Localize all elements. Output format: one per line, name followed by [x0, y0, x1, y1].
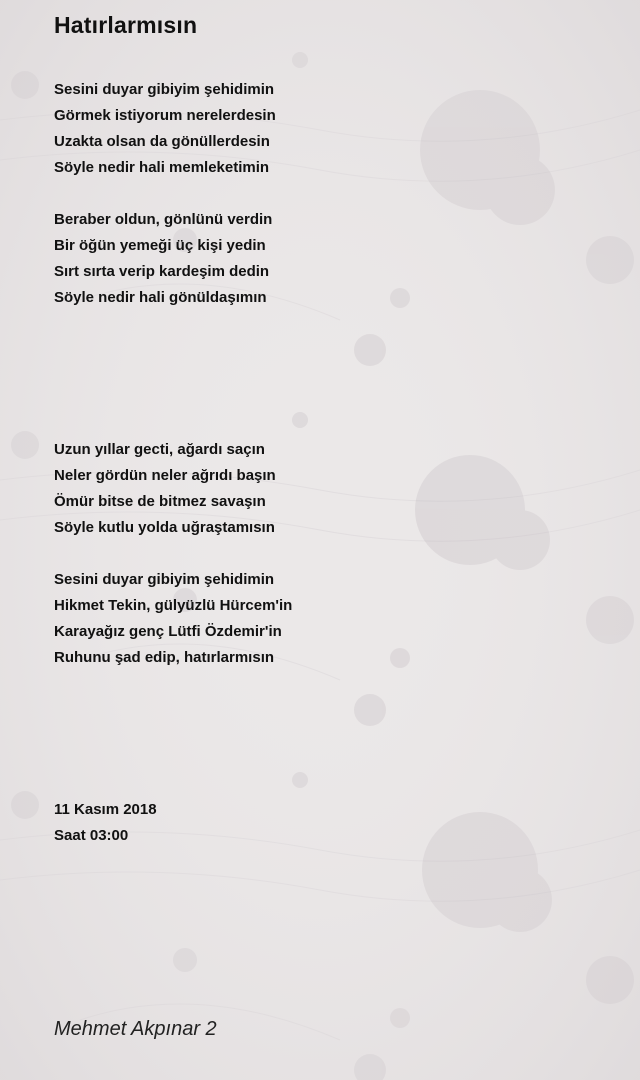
poem-line: Söyle nedir hali memleketimin [54, 159, 270, 176]
stanza-4 [54, 567, 292, 671]
poem-title: Hatırlarmısın [54, 12, 198, 38]
stanza-3 [54, 437, 276, 541]
time-line: Saat 03:00 [54, 827, 129, 844]
poem-line: Karayağız genç Lütfi Özdemir'in [54, 623, 282, 640]
poem-line: Bir öğün yemeği üç kişi yedin [54, 237, 266, 254]
poem-line: Ömür bitse de bitmez savaşın [54, 493, 266, 510]
poem-date [54, 797, 157, 849]
poem-author: Mehmet Akpınar 2 [54, 1018, 217, 1040]
poem-line: Neler gördün neler ağrıdı başın [54, 467, 276, 484]
poem-line: Uzakta olsan da gönüllerdesin [54, 133, 270, 150]
poem-line: Sırt sırta verip kardeşim dedin [54, 263, 270, 280]
poem-line: Hikmet Tekin, gülyüzlü Hürcem'in [54, 597, 293, 614]
poem-line: Söyle nedir hali gönüldaşımın [54, 289, 267, 306]
poem-line: Sesini duyar gibiyim şehidimin [54, 81, 275, 98]
poem-line: Beraber oldun, gönlünü verdin [54, 211, 273, 228]
poem-line: Görmek istiyorum nerelerdesin [54, 107, 276, 124]
stanza-1 [54, 77, 276, 181]
poem-line: Söyle kutlu yolda uğraştamısın [54, 519, 275, 536]
poem-line: Sesini duyar gibiyim şehidimin [54, 571, 275, 588]
date-line: 11 Kasım 2018 [54, 801, 157, 818]
poem-line: Ruhunu şad edip, hatırlarmısın [54, 649, 275, 666]
stanza-2 [54, 207, 272, 311]
poem-line: Uzun yıllar gecti, ağardı saçın [54, 441, 265, 458]
